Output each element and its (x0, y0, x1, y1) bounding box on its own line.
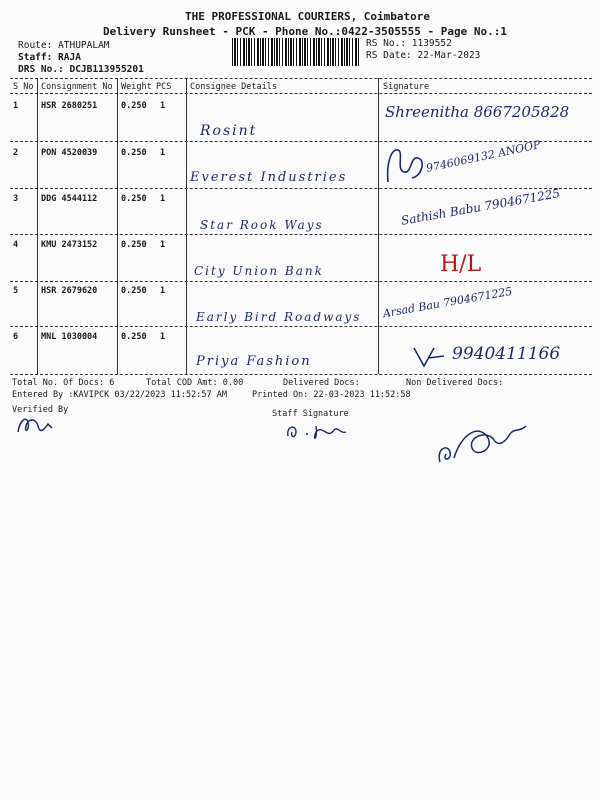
row-consignee-handwritten: City Union Bank (194, 264, 324, 278)
row-consignment: HSR 2679620 (41, 286, 98, 296)
non-delivered-docs: Non Delivered Docs: (406, 378, 504, 388)
row-consignee-handwritten: Priya Fashion (196, 354, 312, 369)
row-weight: 0.250 (121, 101, 147, 111)
row-consignment: KMU 2473152 (41, 240, 98, 250)
signature-scribble (410, 342, 450, 370)
row-pcs: 1 (160, 194, 166, 204)
row-consignment: DDG 4544112 (41, 194, 98, 204)
route-label: Route: ATHUPALAM (18, 40, 110, 51)
row-consignee-handwritten: Early Bird Roadways (196, 310, 362, 324)
row-pcs: 1 (160, 332, 166, 342)
delivered-docs: Delivered Docs: (283, 378, 360, 388)
row-weight: 0.250 (121, 148, 147, 158)
col-header-sno: S No (13, 82, 34, 92)
row-weight: 0.250 (121, 286, 147, 296)
entered-by: Entered By :KAVIPCK 03/22/2023 11:52:57 AM (12, 390, 227, 400)
total-docs: Total No. Of Docs: 6 (12, 378, 115, 388)
row-weight: 0.250 (121, 240, 147, 250)
row-signature-handwritten: 9940411166 (452, 344, 561, 364)
row-pcs: 1 (160, 286, 166, 296)
row-sno: 5 (13, 286, 19, 296)
rs-number: RS No.: 1139552 (366, 38, 452, 49)
row-consignee-handwritten: Star Rook Ways (200, 218, 324, 232)
printed-on: Printed On: 22-03-2023 11:52:58 (252, 390, 411, 400)
row-divider (10, 234, 592, 235)
barcode (232, 38, 360, 66)
row-consignee-handwritten: Rosint (200, 123, 258, 139)
col-header-weight: Weight (121, 82, 152, 92)
row-sno: 6 (13, 332, 19, 342)
row-pcs: 1 (160, 148, 166, 158)
row-divider (10, 281, 592, 282)
row-sno: 2 (13, 148, 19, 158)
total-cod: Total COD Amt: 0.00 (146, 378, 244, 388)
rs-date: RS Date: 22-Mar-2023 (366, 50, 481, 61)
col-divider (117, 78, 118, 374)
staff-signature-label: Staff Signature (272, 409, 349, 419)
row-consignment: PON 4520039 (41, 148, 98, 158)
row-sno: 4 (13, 240, 19, 250)
row-divider (10, 141, 592, 142)
row-consignment: MNL 1030004 (41, 332, 98, 342)
row-signature-handwritten: H/L (440, 252, 482, 277)
signature-scribble (382, 142, 432, 188)
row-pcs: 1 (160, 101, 166, 111)
row-signature-handwritten: 9746069132 ANOOP (424, 138, 542, 175)
staff-signature (282, 420, 352, 444)
row-weight: 0.250 (121, 194, 147, 204)
drs-number: DRS No.: DCJB113955201 (18, 64, 144, 75)
row-signature-handwritten: Shreenitha 8667205828 (385, 103, 570, 121)
company-title: THE PROFESSIONAL COURIERS, Coimbatore (185, 10, 431, 23)
col-header-consignee: Consignee Details (190, 82, 277, 92)
receiver-signature (432, 418, 532, 470)
row-divider (10, 188, 592, 189)
header-rule (10, 93, 592, 94)
verified-by-label: Verified By (12, 405, 69, 415)
row-signature-handwritten: Sathish Babu 7904671225 (400, 186, 562, 228)
verifier-signature (14, 412, 56, 438)
table-top-rule (10, 78, 592, 79)
row-sno: 1 (13, 101, 19, 111)
row-consignment: HSR 2680251 (41, 101, 98, 111)
col-divider (378, 78, 379, 374)
col-header-pcs: PCS (156, 82, 172, 92)
col-divider (186, 78, 187, 374)
row-sno: 3 (13, 194, 19, 204)
col-header-signature: Signature (383, 82, 430, 92)
runsheet-title: Delivery Runsheet - PCK - Phone No.:0422-3505555 - Page No.:1 (103, 25, 507, 38)
staff-label: Staff: RAJA (18, 52, 81, 63)
row-consignee-handwritten: Everest Industries (190, 170, 348, 185)
row-pcs: 1 (160, 240, 166, 250)
col-divider (37, 78, 38, 374)
row-signature-handwritten: Arsad Bau 7904671225 (381, 284, 514, 321)
table-bottom-rule (10, 374, 592, 375)
row-divider (10, 326, 592, 327)
row-weight: 0.250 (121, 332, 147, 342)
col-header-consignment: Consignment No (41, 82, 113, 92)
